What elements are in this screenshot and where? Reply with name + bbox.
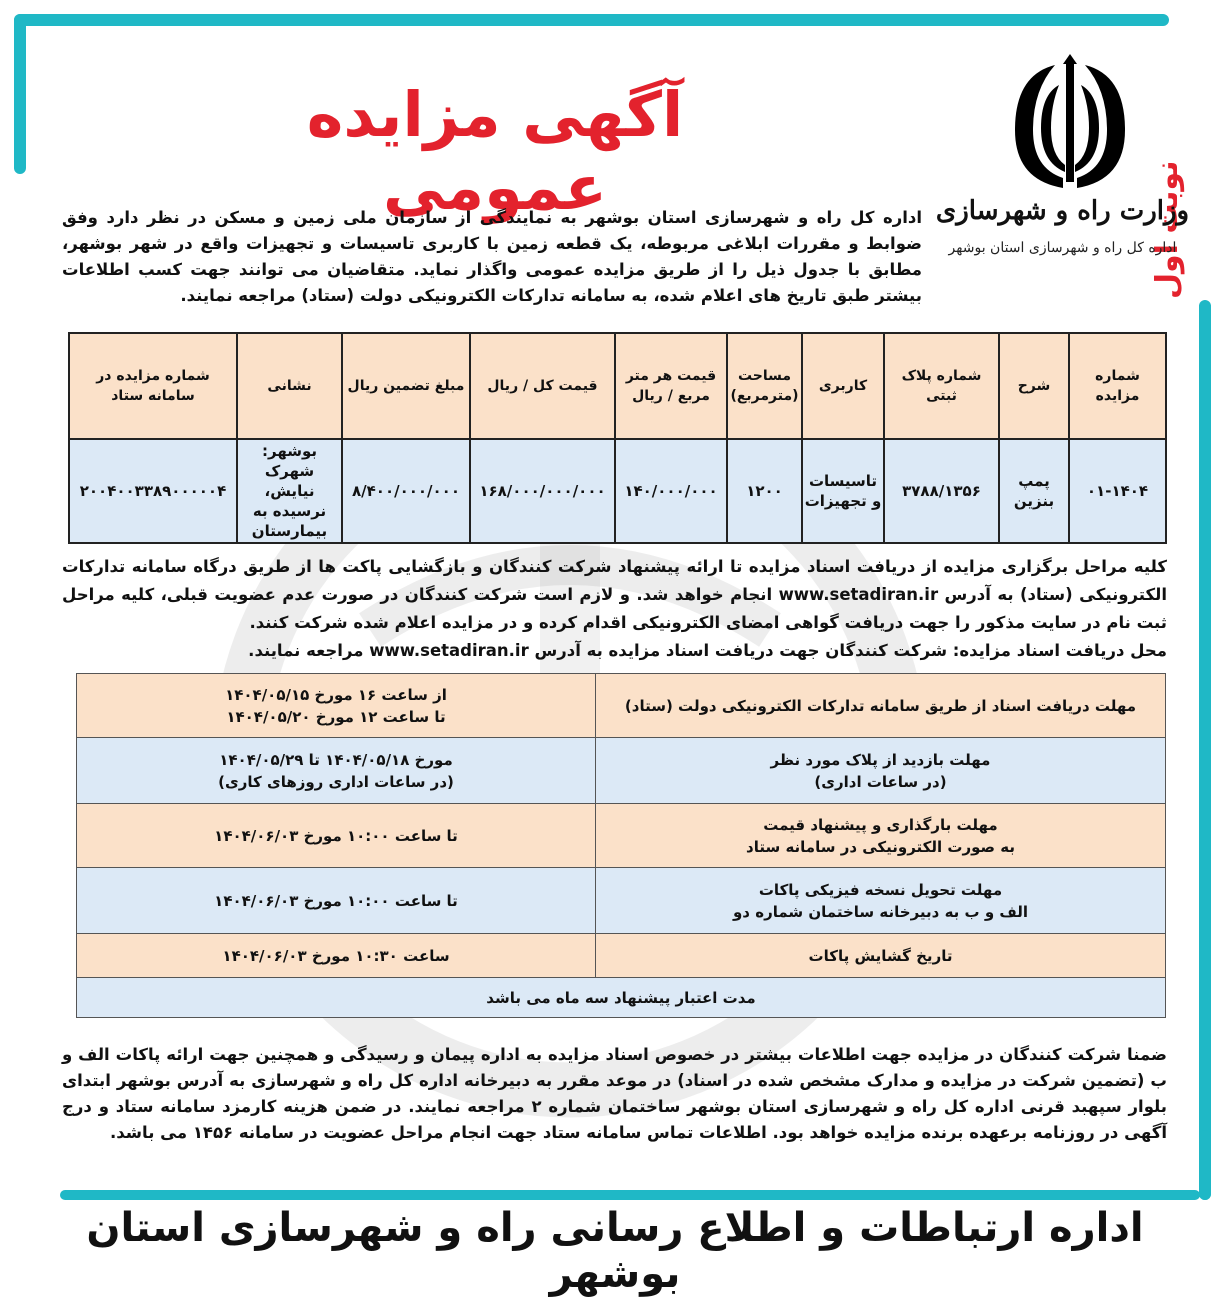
schedule-label: مهلت دریافت اسناد از طریق سامانه تدارکات الکترونیکی دولت (ستاد) bbox=[596, 674, 1166, 738]
schedule-label: مهلت بازدید از پلاک مورد نظر (در ساعات اداری) bbox=[596, 738, 1166, 804]
cell-address: بوشهر: شهرک نیایش، نرسیده به بیمارستان bbox=[237, 439, 342, 543]
schedule-label: مهلت تحویل نسخه فیزیکی پاکات الف و ب به دبیرخانه ساختمان شماره دو bbox=[596, 868, 1166, 934]
frame-left-border bbox=[14, 14, 26, 174]
validity-row bbox=[77, 978, 1166, 1018]
table-row bbox=[69, 439, 1166, 543]
cell-area: ۱۲۰۰ bbox=[727, 439, 802, 543]
header-guarantee-amount: مبلغ تضمین ریال bbox=[342, 333, 470, 439]
cell-price-per-meter: ۱۴۰/۰۰۰/۰۰۰ bbox=[615, 439, 727, 543]
schedule-table bbox=[76, 673, 1166, 1018]
header-setad-number: شماره مزایده در سامانه ستاد bbox=[69, 333, 237, 439]
cell-usage: تاسیسات و تجهیزات bbox=[802, 439, 884, 543]
document-location-paragraph: محل دریافت اسناد مزایده: شرکت کنندگان جهت دریافت اسناد مزایده به آدرس www.setadiran.ir مراجعه نمایند. bbox=[248, 641, 1167, 660]
header-usage: کاربری bbox=[802, 333, 884, 439]
schedule-value: مورخ ۱۴۰۴/۰۵/۱۸ تا ۱۴۰۴/۰۵/۲۹ (در ساعات اداری روزهای کاری) bbox=[77, 738, 596, 804]
schedule-value: تا ساعت ۱۰:۰۰ مورخ ۱۴۰۴/۰۶/۰۳ bbox=[77, 804, 596, 868]
closing-paragraph: ضمنا شرکت کنندگان در مزایده جهت اطلاعات بیشتر در خصوص اسناد مزایده به اداره پیمان و رسیدگی و همچنین جهت ارائه پاکات الف و ب (تضمین شرکت در مزایده و مدارک مشخص شده در اسناد) در موعد مقرر به دبیرخانه اداره کل راه و شهرسازی به آدرس بوشهر ابتدای بلوار سپهبد قرنی اداره کل راه و شهرسازی استان بوشهر ساختمان شماره ۲ مراجعه نمایند. در ضمن هزینه کارمزد سامانه ستاد و درج آگهی در روزنامه برعهده برنده مزایده خواهد بود. اطلاعات تماس سامانه ستاد جهت انجام مراحل عضویت در سامانه ۱۴۵۶ می باشد. bbox=[62, 1045, 1167, 1142]
header-price-per-meter: قیمت هر متر مربع / ریال bbox=[615, 333, 727, 439]
cell-auction-number: ۰۱-۱۴۰۴ bbox=[1069, 439, 1166, 543]
schedule-label: تاریخ گشایش پاکات bbox=[596, 934, 1166, 978]
schedule-row bbox=[77, 934, 1166, 978]
procedure-paragraph: کلیه مراحل برگزاری مزایده از دریافت اسناد مزایده تا ارائه پیشنهاد شرکت کنندگان و بازگشایی پاکت ها از طریق درگاه سامانه تدارکات الکترونیکی (ستاد) به آدرس www.setadiran.ir انجام خواهد شد. و لازم است شرکت کنندگان در صورت عدم عضویت قبلی، کلیه مراحل ثبت نام در سایت مذکور را جهت دریافت گواهی امضای الکترونیکی اقدام کرده و در مزایده اعلام شده شرکت کنند. bbox=[62, 557, 1167, 632]
schedule-row bbox=[77, 804, 1166, 868]
footer-title: اداره ارتباطات و اطلاع رسانی راه و شهرسازی استان بوشهر bbox=[86, 1205, 1144, 1297]
schedule-value: از ساعت ۱۶ مورخ ۱۴۰۴/۰۵/۱۵ تا ساعت ۱۲ مورخ ۱۴۰۴/۰۵/۲۰ bbox=[77, 674, 596, 738]
frame-bottom-right-border bbox=[1199, 1130, 1211, 1200]
validity-text: مدت اعتبار پیشنهاد سه ماه می باشد bbox=[77, 978, 1166, 1018]
cell-description: پمپ بنزین bbox=[999, 439, 1069, 543]
header-area: مساحت (مترمربع) bbox=[727, 333, 802, 439]
schedule-row bbox=[77, 674, 1166, 738]
header-total-price: قیمت کل / ریال bbox=[470, 333, 615, 439]
header-description: شرح bbox=[999, 333, 1069, 439]
ministry-subtitle: اداره کل راه و شهرسازی استان بوشهر bbox=[948, 240, 1177, 256]
cell-guarantee-amount: ۸/۴۰۰/۰۰۰/۰۰۰ bbox=[342, 439, 470, 543]
header-auction-number: شماره مزایده bbox=[1069, 333, 1166, 439]
schedule-row bbox=[77, 738, 1166, 804]
cell-setad-number: ۲۰۰۴۰۰۳۳۸۹۰۰۰۰۰۴ bbox=[69, 439, 237, 543]
cell-plate-number: ۳۷۸۸/۱۳۵۶ bbox=[884, 439, 999, 543]
schedule-label: مهلت بارگذاری و پیشنهاد قیمت به صورت الکترونیکی در سامانه ستاد bbox=[596, 804, 1166, 868]
procedure-text bbox=[62, 553, 1167, 665]
page-title: آگهی مزایده عمومی bbox=[306, 78, 684, 224]
iran-emblem-icon bbox=[995, 50, 1145, 200]
edition-label: نوبت اول bbox=[1150, 160, 1185, 300]
frame-top-border bbox=[14, 14, 1169, 26]
cell-total-price: ۱۶۸/۰۰۰/۰۰۰/۰۰۰ bbox=[470, 439, 615, 543]
schedule-value: ساعت ۱۰:۳۰ مورخ ۱۴۰۴/۰۶/۰۳ bbox=[77, 934, 596, 978]
auction-table bbox=[68, 332, 1167, 544]
auction-table-header bbox=[69, 333, 1166, 439]
frame-bottom-border bbox=[60, 1190, 1200, 1200]
header-address: نشانی bbox=[237, 333, 342, 439]
frame-right-border bbox=[1199, 300, 1211, 1200]
header-plate-number: شماره پلاک ثبتی bbox=[884, 333, 999, 439]
schedule-row bbox=[77, 868, 1166, 934]
schedule-value: تا ساعت ۱۰:۰۰ مورخ ۱۴۰۴/۰۶/۰۳ bbox=[77, 868, 596, 934]
intro-paragraph: اداره کل راه و شهرسازی استان بوشهر به نمایندگی از سازمان ملی زمین و مسکن در نظر دارد وفق ضوابط و مقررات ابلاغی مربوطه، یک قطعه زمین با کاربری تاسیسات و تجهیزات واقع در شهر بوشهر، مطابق با جدول ذیل را از طریق مزایده عمومی واگذار نماید. متقاضیان می توانند جهت کسب اطلاعات بیشتر طبق تاریخ های اعلام شده، به سامانه تدارکات الکترونیکی دولت (ستاد) مراجعه نمایند. bbox=[62, 208, 922, 305]
ministry-name: وزارت راه و شهرسازی bbox=[935, 196, 1190, 226]
